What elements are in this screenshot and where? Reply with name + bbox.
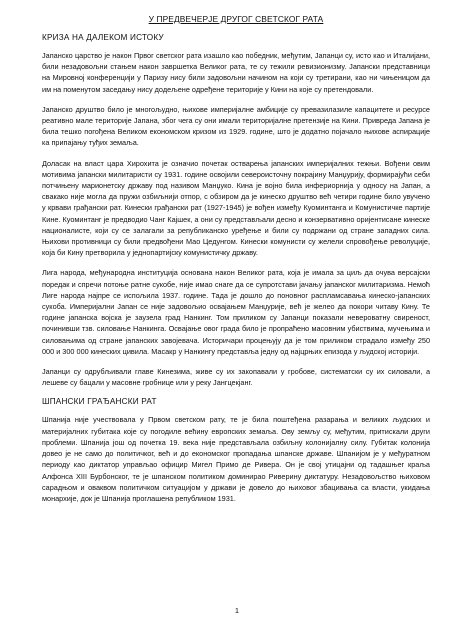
section-heading-far-east: КРИЗА НА ДАЛЕКОМ ИСТОКУ xyxy=(42,33,164,42)
paragraph: Јапанско друштво било је многољудно, њихове империјалне амбиције су превазилазиле капацитете и ресурсе реативно мале територије Јапана, због чега су они имали територијалне претензије на Кини. Привреда Јапана је била тешко погођена Великом економском кризом из 1929. године, што је додатно појачало њихове аспирације ка припајању туђих земаља. xyxy=(42,104,430,148)
paragraph: Лига народа, међународна институција основана након Великог рата, која је имала за циљ да очува версајски поредак и спречи потоње ратне сукобе, није имао снаге да се супротстави јачању јапанског милитаризма. Немоћ Лиге народа најпре се испољила 1937. године. Тада је дошло до поновног распламсавања кинеско-јапанских сукоба. Империјални Јапан се није задовољио освајањем Манџурије, већ је желео да покори читаву Кину. Те године јапанска војска је заузела град Нанкинг. Том приликом су Јапанци показали невероватну свиреност, починивши тзв. силовање Нанкинга. Освајање овог града било је пропраћено масовним убиствима, мучењима и силовањима од стране јапанских завојевача. Историчари процењују да је том приликом страдало између 250 000 и 300 000 кинеских цивила. Масакр у Нанкингу представља једну од најцрњих епизода у људској историји. xyxy=(42,268,430,356)
section-heading-spanish-civil-war: ШПАНСКИ ГРАЂАНСКИ РАТ xyxy=(42,397,157,407)
paragraph: Јапанско царство је након Првог светског рата изашло као победник, међутим, Јапанци су, исто као и Италијани, били незадовољни стањем након завршетка Великог рата, те су тежили ревизионизму. Јапански представници на Мировној конференцији у Паризу нису били задовољни начином на који су третирани, као ни чињеницом да им на поменутом заседању нису додељене одређене територије у Кини на које су претендовали. xyxy=(42,51,430,94)
paragraph: Доласак на власт цара Хирохита је означио почетак остварења јапанских империјалних тежњи. Вођени овим мотивима јапански милитаристи су 1931. године освојили североисточну покрајину Манџурију, формирајући себи потчињену марионетску државу под називом Манџуко. Кина је војно била инфериорнија у односу на Јапан, а свакако није могла да пружи озбиљнији отпор, с обзиром да је кинеско друштво већ четири године било увучено у крвави грађански рат. Кинески грађански рат (1927-1945) је вођен између Куоминтанга и Комунистичке партије Кине. Куоминтанг је предводио Чанг Кајшек, а они су представљали десно и конзервативно оријентисане кинеске националисте, који су се залагали за републиканско уређење и били су подржани од стране западних сила. Њихови противници су били предвођени Мао Цедунгом. Кинески комунисти су желели спровођење револуције, која би Кину претворила у једнопартијску комунистичку државу. xyxy=(42,158,430,258)
paragraph: Јапанци су одрубљивали главе Кинезима, живе су их закопавали у гробове, систематски су их силовали, а лешеве су бацали у масовне гробнице или у реку Јангцекјанг. xyxy=(42,367,430,388)
document-title: У ПРЕДВЕЧЕРЈЕ ДРУГОГ СВЕТСКОГ РАТА xyxy=(148,14,324,24)
page-number: 1 xyxy=(234,606,240,615)
paragraph: Шпанија није учествовала у Првом светском рату, те је била поштеђена разарања и великих људских и материјалних губитака које су погодиле већину европских земаља. Ову земљу су, међутим, притискали други проблеми. Шпанија још од почетка 19. века није представљала озбиљну колонијалну силу. Губитак колонија довео је не само до политичког, већ и до економског пропадања шпанске државе. Шпанијом је у међуратном периоду као диктатор управљао официр Мигел Примо де Ривера. Он је свој утицајни од тадашњег краља Алфонса XIII Бурбонског, те је шпанском политиком доминирао Риверину диктатуру. Незадовољство њиховом сарадњом и оваквом политичком ситуацијом у држави је довело до њиховог збацивања са власти, укидања монархије, док је Шпанија проглашена републиком 1931. xyxy=(42,415,430,503)
